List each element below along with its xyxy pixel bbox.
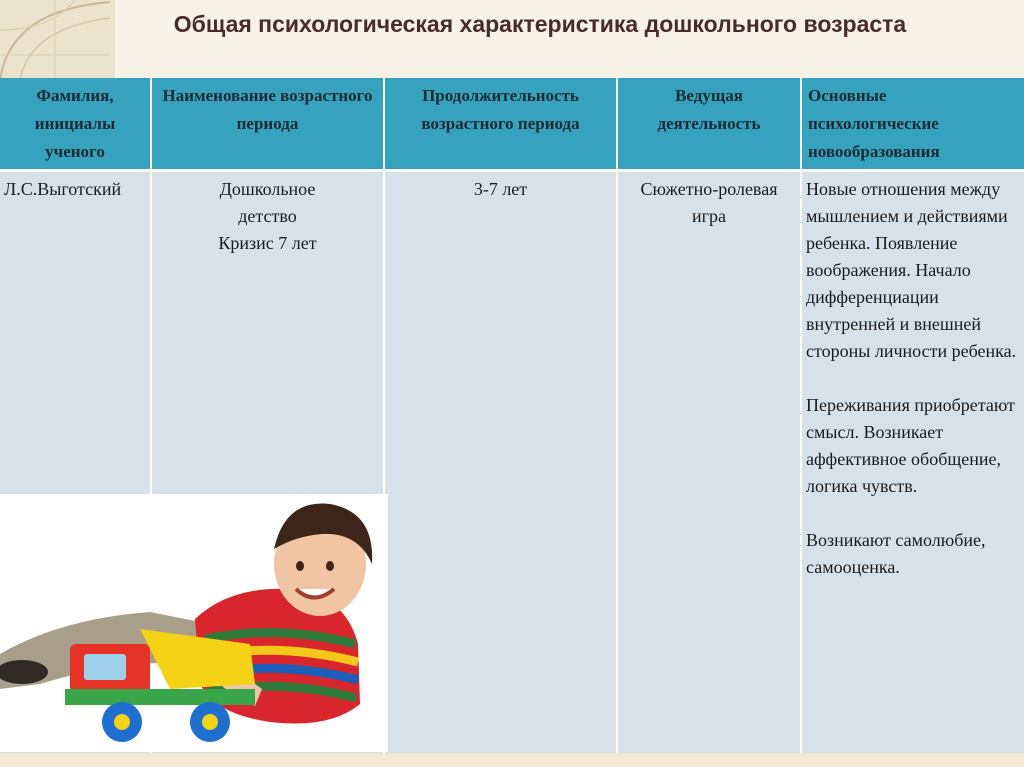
activity-line: игра — [691, 206, 726, 226]
child-with-toy-truck-photo — [0, 494, 388, 752]
cell-duration: 3-7 лет — [384, 171, 617, 754]
period-name-line: детство — [238, 206, 297, 226]
header-activity: Ведущая деятельность — [617, 78, 801, 171]
header-duration: Продолжительность возрастного периода — [384, 78, 617, 171]
page-title: Общая психологическая характеристика дошкольного возраста — [173, 11, 907, 37]
neoformation-paragraph: Возникают самолюбие, самооценка. — [806, 530, 986, 577]
activity-line: Сюжетно-ролевая — [640, 179, 778, 199]
period-name-line: Дошкольное — [219, 179, 316, 199]
neoformation-paragraph: Новые отношения между мышлением и действиями ребенка. Появление воображения. Начало дифференциации внутренней и внешней стороны личности ребенка. — [806, 179, 1017, 361]
header-neoformations: Основные психологические новообразования — [801, 78, 1024, 171]
table-header-row — [0, 78, 1024, 171]
neoformation-paragraph: Переживания приобретают смысл. Возникает аффективное обобщение, логика чувств. — [806, 395, 1015, 496]
period-name-line: Кризис 7 лет — [218, 233, 317, 253]
header-scientist: Фамилия, инициалы ученого — [0, 78, 151, 171]
bottom-strip — [0, 753, 1024, 767]
header-period-name: Наименование возрастного периода — [151, 78, 384, 171]
corner-ornament — [0, 0, 115, 80]
cell-activity — [617, 171, 801, 754]
cell-scientist: Л.С.Выготский — [0, 171, 151, 754]
cell-neoformations — [801, 171, 1024, 754]
